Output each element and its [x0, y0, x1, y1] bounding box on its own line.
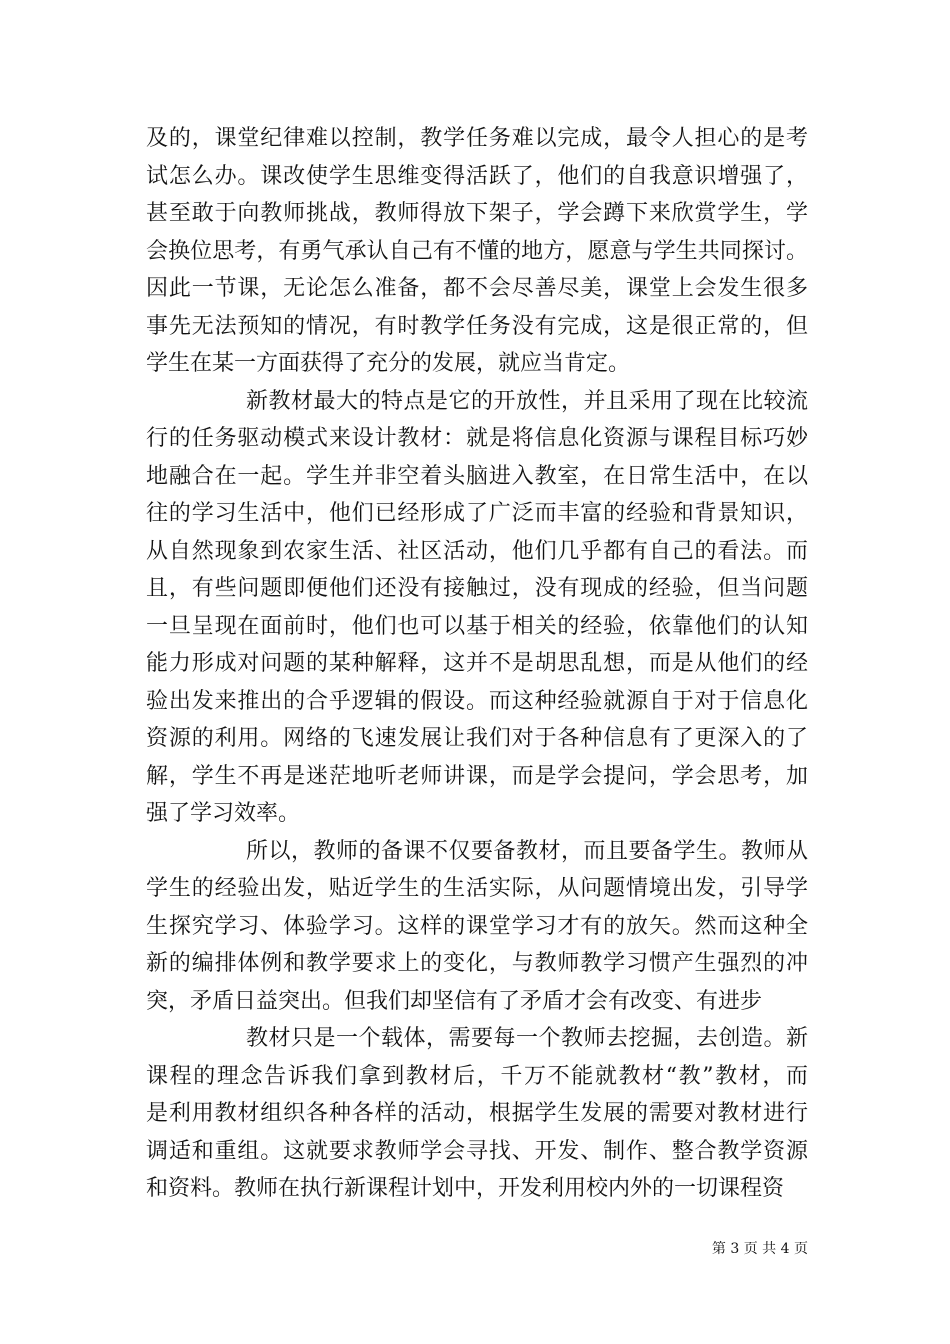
- document-body: [146, 120, 808, 1208]
- text-line: 从自然现象到农家生活、社区活动，他们几乎都有自己的看法。而: [146, 538, 808, 564]
- text-line: 生探究学习、体验学习。这样的课堂学习才有的放矢。然而这种全: [146, 913, 808, 939]
- text-line: 学生的经验出发，贴近学生的生活实际，从问题情境出发，引导学: [146, 876, 808, 901]
- text-line: 调适和重组。这就要求教师学会寻找、开发、制作、整合教学资源: [146, 1138, 808, 1164]
- text-line: 资源的利用。网络的飞速发展让我们对于各种信息有了更深入的了: [146, 726, 808, 751]
- text-line: 甚至敢于向教师挑战，教师得放下架子，学会蹲下来欣赏学生，学: [146, 201, 808, 226]
- text-line: 教材只是一个载体，需要每一个教师去挖掘，去创造。新: [246, 1026, 808, 1051]
- paragraph: [146, 833, 808, 1021]
- text-line: 且，有些问题即便他们还没有接触过，没有现成的经验，但当问题: [146, 576, 808, 601]
- text-line: 能力形成对问题的某种解释，这并不是胡思乱想，而是从他们的经: [146, 651, 808, 676]
- text-line: 新的编排体例和教学要求上的变化，与教师教学习惯产生强烈的冲: [146, 951, 808, 976]
- text-line: 课程的理念告诉我们拿到教材后，千万不能就教材“教”教材，而: [146, 1063, 808, 1089]
- text-line: 验出发来推出的合乎逻辑的假设。而这种经验就源自于对于信息化: [146, 688, 808, 714]
- text-line: 及的，课堂纪律难以控制，教学任务难以完成，最令人担心的是考: [146, 126, 808, 151]
- paragraph: [146, 120, 808, 383]
- paragraph: [146, 1020, 808, 1208]
- text-line: 所以，教师的备课不仅要备教材，而且要备学生。教师从: [246, 838, 808, 864]
- text-line: 会换位思考，有勇气承认自己有不懂的地方，愿意与学生共同探讨。: [146, 238, 808, 264]
- text-line: 地融合在一起。学生并非空着头脑进入教室，在日常生活中，在以: [146, 463, 808, 489]
- text-line: 是利用教材组织各种各样的活动，根据学生发展的需要对教材进行: [146, 1101, 808, 1126]
- text-line: 往的学习生活中，他们已经形成了广泛而丰富的经验和背景知识，: [146, 501, 808, 526]
- text-line: 解，学生不再是迷茫地听老师讲课，而是学会提问，学会思考，加: [146, 763, 808, 789]
- text-line: 突，矛盾日益突出。但我们却坚信有了矛盾才会有改变、有进步: [146, 988, 763, 1014]
- text-line: 因此一节课，无论怎么准备，都不会尽善尽美，课堂上会发生很多: [146, 276, 808, 301]
- text-line: 事先无法预知的情况，有时教学任务没有完成，这是很正常的，但: [146, 313, 808, 339]
- text-line: 和资料。教师在执行新课程计划中，开发利用校内外的一切课程资: [146, 1176, 785, 1201]
- paragraph: [146, 383, 808, 833]
- text-line: 试怎么办。课改使学生思维变得活跃了，他们的自我意识增强了，: [146, 163, 808, 189]
- text-line: 一旦呈现在面前时，他们也可以基于相关的经验，依靠他们的认知: [146, 613, 808, 639]
- text-line: 行的任务驱动模式来设计教材：就是将信息化资源与课程目标巧妙: [146, 426, 808, 451]
- text-line: 学生在某一方面获得了充分的发展，就应当肯定。: [146, 351, 631, 376]
- text-line: 强了学习效率。: [146, 801, 301, 826]
- text-line: 新教材最大的特点是它的开放性，并且采用了现在比较流: [246, 388, 808, 414]
- page-footer: 第 3 页 共 4 页: [711, 1241, 808, 1257]
